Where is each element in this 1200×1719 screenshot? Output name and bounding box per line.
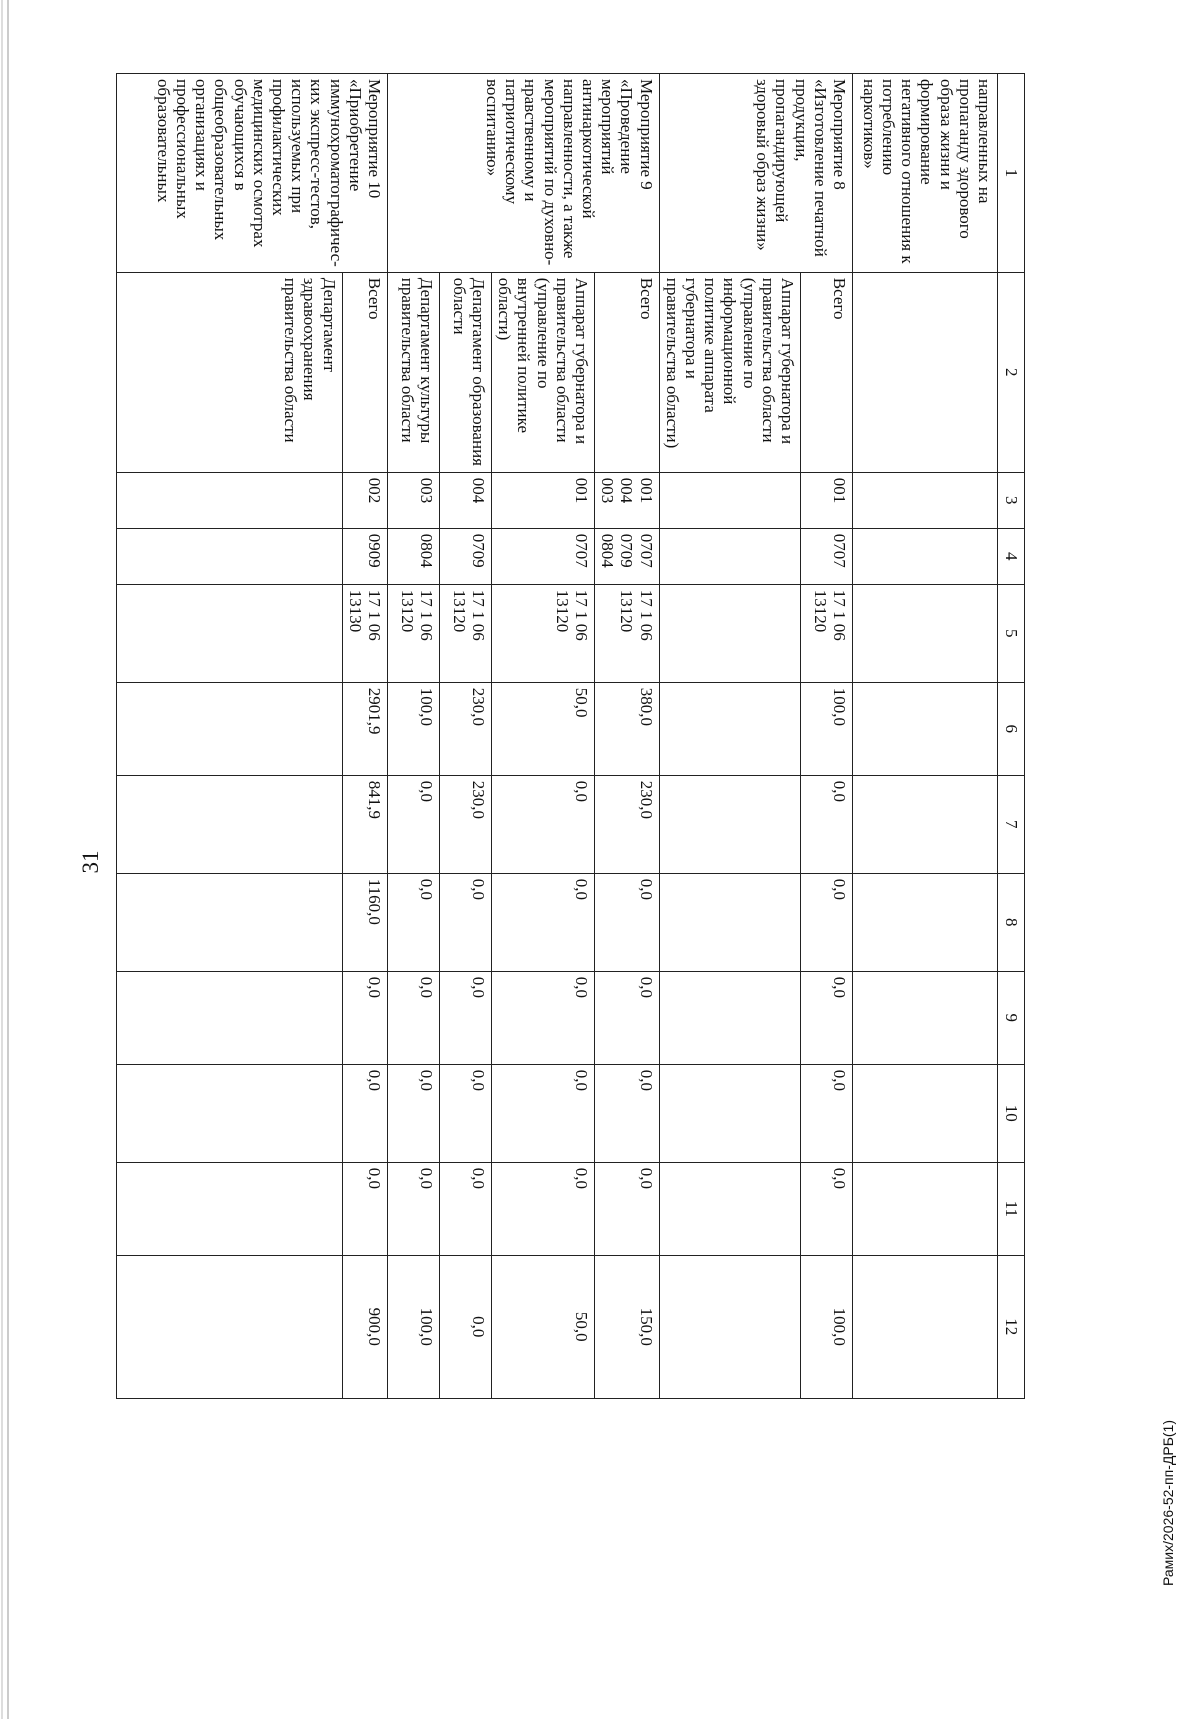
cell-c6: 230,0 (439, 682, 491, 775)
column-header: 12 (998, 1255, 1025, 1398)
cell-c8: 1160,0 (342, 873, 387, 971)
cell-c10: 0,0 (439, 1064, 491, 1162)
cell-c10: 0,0 (594, 1064, 659, 1162)
cell-c4: 0804 (387, 528, 439, 584)
table-row-continuation (853, 74, 998, 1399)
cell-c9: 0,0 (491, 971, 594, 1064)
cell-c7: 841,9 (342, 775, 387, 873)
cell-c7: 0,0 (491, 775, 594, 873)
cell-c4: 0707 0709 0804 (594, 528, 659, 584)
table-row-m10-total (342, 74, 387, 1399)
column-header: 7 (998, 775, 1025, 873)
cell-c9: 0,0 (387, 971, 439, 1064)
cell-c4: 0909 (342, 528, 387, 584)
cell-c9: 0,0 (439, 971, 491, 1064)
cell-c3: 004 (439, 472, 491, 528)
cell-c8: 0,0 (387, 873, 439, 971)
cell-c12: 50,0 (491, 1255, 594, 1398)
table-row-m8-total (801, 74, 853, 1399)
cell-c6: 100,0 (801, 682, 853, 775)
cell-c10: 0,0 (801, 1064, 853, 1162)
cell-c11: 0,0 (387, 1162, 439, 1255)
column-header: 1 (998, 74, 1025, 273)
column-header: 6 (998, 682, 1025, 775)
cell-c5: 17 1 06 13120 (801, 584, 853, 682)
cell-c4: 0707 (801, 528, 853, 584)
column-header: 10 (998, 1064, 1025, 1162)
cell-c3: 002 (342, 472, 387, 528)
cell-c12: 900,0 (342, 1255, 387, 1398)
column-header: 2 (998, 272, 1025, 472)
cell-c7: 230,0 (594, 775, 659, 873)
cell-c10: 0,0 (387, 1064, 439, 1162)
cell-c11: 0,0 (491, 1162, 594, 1255)
row-label-executor: Аппарат губернатора и правительства области (управление по внутренней политике области) (491, 272, 594, 472)
table-row-m8-sub (659, 74, 800, 1399)
row-label-total: Всего (801, 272, 853, 472)
cell-c10: 0,0 (342, 1064, 387, 1162)
cell-c7: 230,0 (439, 775, 491, 873)
cell-c3: 001 004 003 (594, 472, 659, 528)
table-row-m9-sub (439, 74, 491, 1399)
cell-c11: 0,0 (342, 1162, 387, 1255)
column-header: 5 (998, 584, 1025, 682)
document-code: Рамих/2026-52-пп-ДРБ(1) (1160, 1420, 1176, 1586)
cell-c12: 100,0 (387, 1255, 439, 1398)
cell-c8: 0,0 (439, 873, 491, 971)
cell-c12: 100,0 (801, 1255, 853, 1398)
cell-c3: 001 (801, 472, 853, 528)
cell-c9: 0,0 (342, 971, 387, 1064)
table-row-m9-sub (387, 74, 439, 1399)
measure-10-name: Мероприятие 10 «Приобретение иммунохроматографичес-ких экспресс-тестов, используемых при профилактических медицинских осмотрах обучающихся в общеобразовательных организациях и профессиональных образовательных (116, 74, 387, 273)
cell-c6: 2901,9 (342, 682, 387, 775)
cell-c6: 380,0 (594, 682, 659, 775)
cell-c5: 17 1 06 13120 (439, 584, 491, 682)
cell-c3: 003 (387, 472, 439, 528)
cell-c11: 0,0 (801, 1162, 853, 1255)
column-header: 11 (998, 1162, 1025, 1255)
column-header: 8 (998, 873, 1025, 971)
cell-c11: 0,0 (439, 1162, 491, 1255)
row-label-total: Всего (342, 272, 387, 472)
cell-c3: 001 (491, 472, 594, 528)
cell-c7: 0,0 (801, 775, 853, 873)
measure-8-name: Мероприятие 8 «Изготовление печатной продукции, пропагандирующей здоровый образ жизни» (659, 74, 852, 273)
cell-c5: 17 1 06 13120 (594, 584, 659, 682)
table-row-m10-sub (116, 74, 342, 1399)
measure-9-name: Мероприятие 9 «Проведение мероприятий антинаркотической направленности, а также мероприятий по духовно-нравственному и патриотическому воспитанию» (387, 74, 659, 273)
cell-c12: 0,0 (439, 1255, 491, 1398)
cell-c5: 17 1 06 13120 (387, 584, 439, 682)
cell-c5: 17 1 06 13120 (491, 584, 594, 682)
page-number: 31 (78, 850, 103, 874)
table-row-m9-total (594, 74, 659, 1399)
cell-c6: 100,0 (387, 682, 439, 775)
column-header: 4 (998, 528, 1025, 584)
row-label-executor: Департамент образования области (439, 272, 491, 472)
cell-c8: 0,0 (801, 873, 853, 971)
cell-c6: 50,0 (491, 682, 594, 775)
column-header: 3 (998, 472, 1025, 528)
row-label-executor: Департамент здравоохранения правительства области (116, 272, 342, 472)
cell-c12: 150,0 (594, 1255, 659, 1398)
row-label-executor: Аппарат губернатора и правительства области (управление по информационной политике аппарата губернатора и правительства области) (659, 272, 800, 472)
cell-c9: 0,0 (594, 971, 659, 1064)
budget-table (116, 73, 1025, 1399)
cell-c5: 17 1 06 13130 (342, 584, 387, 682)
cell-c9: 0,0 (801, 971, 853, 1064)
measure-name-continuation: направленных на пропаганду здорового образа жизни и формирование негативного отношения к потреблению наркотиков» (853, 74, 998, 273)
cell-c11: 0,0 (594, 1162, 659, 1255)
cell-c4: 0707 (491, 528, 594, 584)
row-label-total: Всего (594, 272, 659, 472)
table-header-row (998, 74, 1025, 1399)
cell-c8: 0,0 (594, 873, 659, 971)
row-label-executor: Департамент культуры правительства области (387, 272, 439, 472)
cell-c8: 0,0 (491, 873, 594, 971)
cell-c10: 0,0 (491, 1064, 594, 1162)
table-row-m9-sub (491, 74, 594, 1399)
cell-c7: 0,0 (387, 775, 439, 873)
cell-c4: 0709 (439, 528, 491, 584)
column-header: 9 (998, 971, 1025, 1064)
